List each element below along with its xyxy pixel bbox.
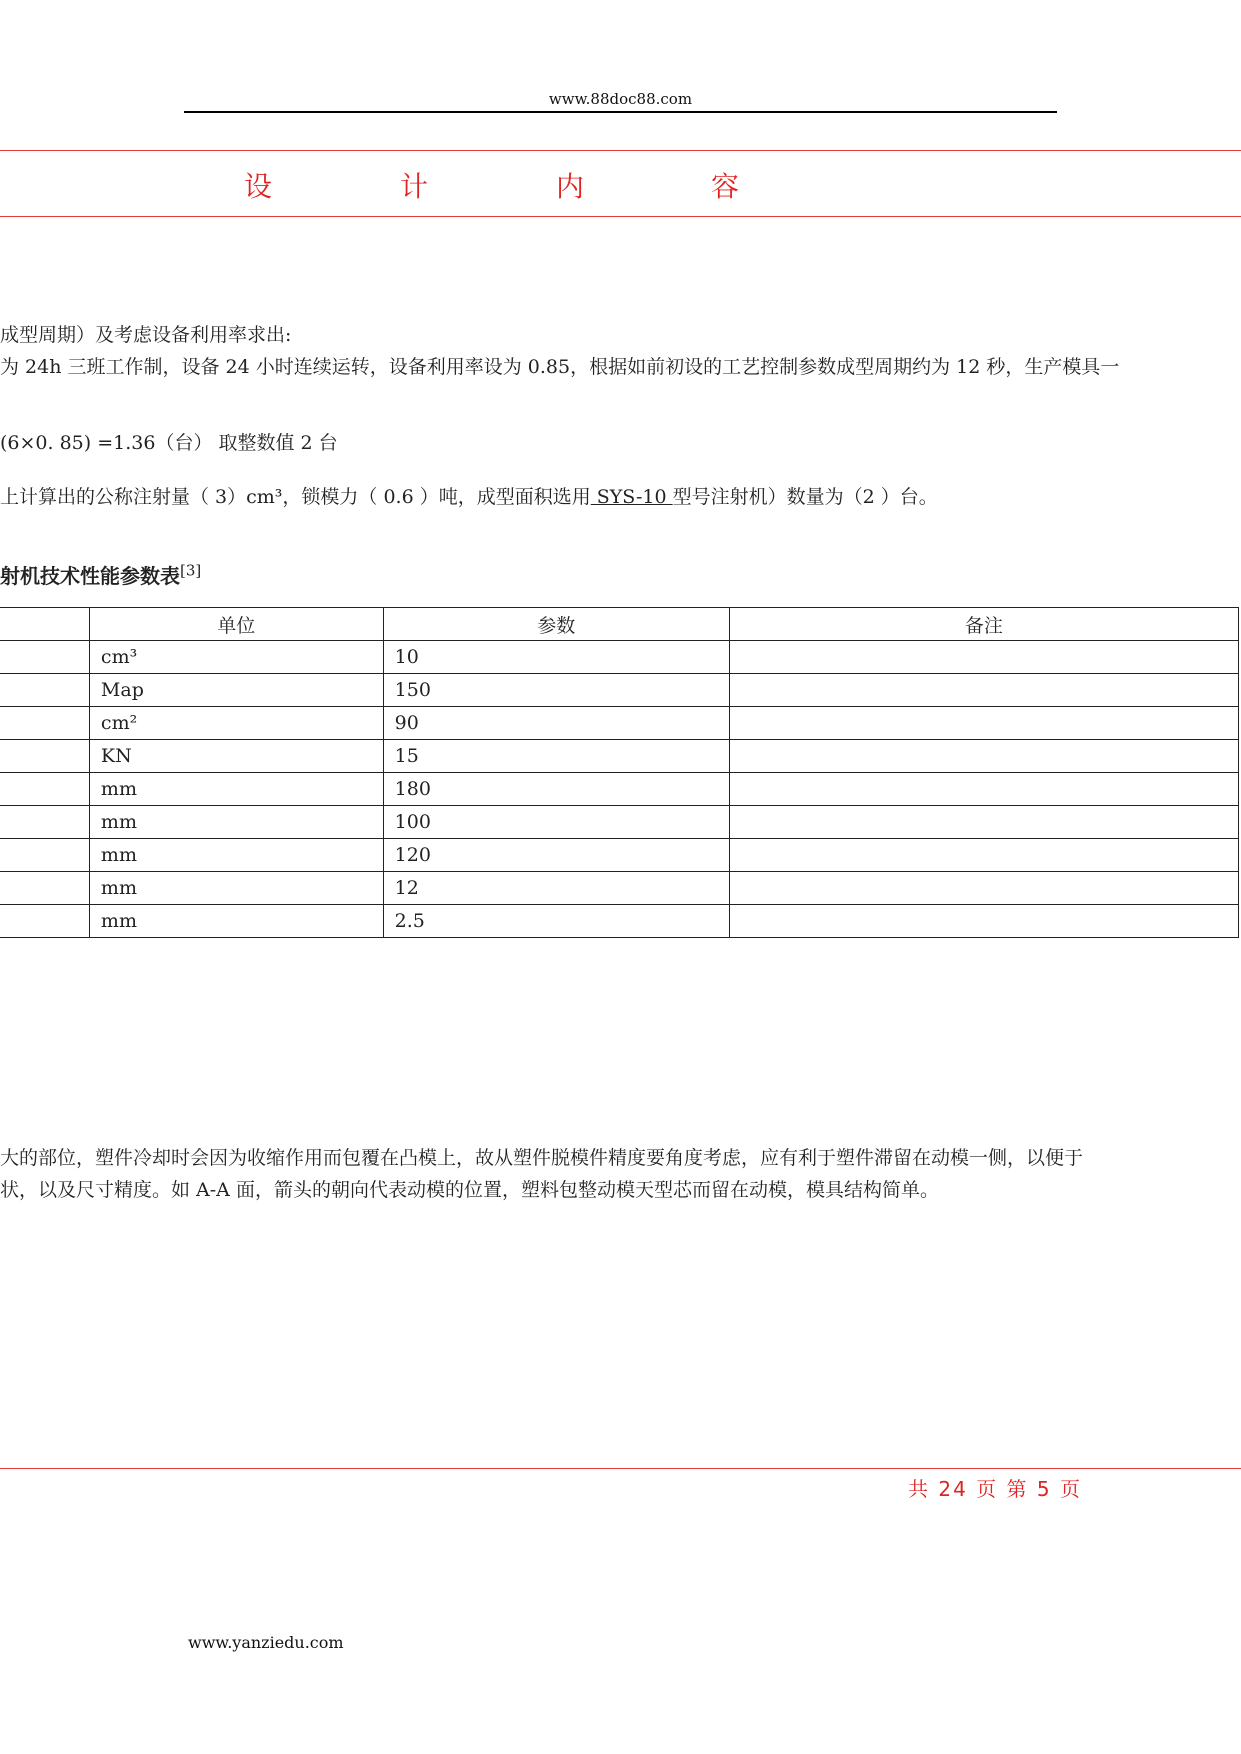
title-rule-bottom	[0, 216, 1241, 217]
table-row	[0, 740, 1239, 773]
table-cell-value: 120	[383, 839, 729, 872]
body-line-3: (6×0. 85) =1.36（台） 取整数值 2 台	[0, 432, 338, 454]
page-number: 共 24 页 第 5 页	[908, 1477, 1082, 1501]
table-cell-value: 10	[383, 641, 729, 674]
table-cell-item	[0, 773, 89, 806]
table-row	[0, 641, 1239, 674]
table-cell-value: 12	[383, 872, 729, 905]
injection-machine-model: SYS-10	[590, 486, 673, 508]
table-cell-unit: Map	[89, 674, 383, 707]
title-char-1: 设	[244, 170, 273, 203]
paragraph-2-line-1: 大的部位，塑件冷却时会因为收缩作用而包覆在凸模上，故从塑件脱模件精度要角度考虑，应有利于塑件滞留在动模一侧，以便于	[0, 1147, 1084, 1169]
table-cell-note	[729, 806, 1238, 839]
table-cell-unit: mm	[89, 905, 383, 938]
table-row	[0, 674, 1239, 707]
table-cell-unit: cm³	[89, 641, 383, 674]
table-cell-note	[729, 839, 1238, 872]
table-cell-note	[729, 872, 1238, 905]
table-cell-unit: mm	[89, 773, 383, 806]
table-cell-item	[0, 674, 89, 707]
table-header-unit: 单位	[89, 608, 383, 641]
title-char-3: 内	[556, 170, 585, 203]
header-site-url: www.88doc88.com	[548, 90, 693, 108]
table-cell-item	[0, 806, 89, 839]
body-line-4-post: 型号注射机）数量为（2 ）台。	[672, 486, 938, 508]
table-row	[0, 872, 1239, 905]
table-cell-item	[0, 641, 89, 674]
table-cell-note	[729, 707, 1238, 740]
table-cell-item	[0, 905, 89, 938]
table-cell-note	[729, 773, 1238, 806]
footer-rule	[0, 1468, 1241, 1469]
table-header-item	[0, 608, 89, 641]
table-row	[0, 773, 1239, 806]
table-cell-value: 90	[383, 707, 729, 740]
table-cell-unit: cm²	[89, 707, 383, 740]
table-row	[0, 905, 1239, 938]
body-line-2: 为 24h 三班工作制，设备 24 小时连续运转，设备利用率设为 0.85，根据如前初设的工艺控制参数成型周期约为 12 秒，生产模具一	[0, 356, 1120, 378]
table-cell-value: 180	[383, 773, 729, 806]
table-row	[0, 806, 1239, 839]
table-cell-unit: KN	[89, 740, 383, 773]
table-cell-note	[729, 740, 1238, 773]
table-header-row	[0, 608, 1239, 641]
title-rule-top	[0, 150, 1241, 151]
table-heading	[0, 560, 201, 589]
title-char-2: 计	[400, 170, 429, 203]
table-cell-unit: mm	[89, 839, 383, 872]
table-cell-item	[0, 839, 89, 872]
footer-site-url: www.yanziedu.com	[188, 1633, 344, 1652]
table-header-value: 参数	[383, 608, 729, 641]
table-cell-value: 150	[383, 674, 729, 707]
header-rule	[184, 111, 1057, 113]
table-row	[0, 839, 1239, 872]
paragraph-2-line-2: 状，以及尺寸精度。如 A-A 面，箭头的朝向代表动模的位置，塑料包整动模天型芯而留在动模，模具结构简单。	[0, 1179, 939, 1201]
table-cell-unit: mm	[89, 806, 383, 839]
table-header-note: 备注	[729, 608, 1238, 641]
table-cell-note	[729, 641, 1238, 674]
title-char-4: 容	[711, 170, 740, 203]
table-cell-value: 15	[383, 740, 729, 773]
table-cell-item	[0, 707, 89, 740]
parameter-table	[0, 607, 1239, 938]
table-row	[0, 707, 1239, 740]
table-cell-item	[0, 872, 89, 905]
body-line-4	[0, 482, 938, 509]
table-cell-unit: mm	[89, 872, 383, 905]
table-cell-value: 100	[383, 806, 729, 839]
table-heading-text: 射机技术性能参数表	[0, 564, 180, 588]
table-heading-ref: [3]	[180, 561, 202, 580]
body-line-4-pre: 上计算出的公称注射量（ 3）cm³，锁模力（ 0.6 ）吨，成型面积选用	[0, 486, 591, 508]
body-line-1: 成型周期）及考虑设备利用率求出:	[0, 324, 292, 346]
table-cell-item	[0, 740, 89, 773]
table-cell-note	[729, 674, 1238, 707]
table-cell-value: 2.5	[383, 905, 729, 938]
table-cell-note	[729, 905, 1238, 938]
